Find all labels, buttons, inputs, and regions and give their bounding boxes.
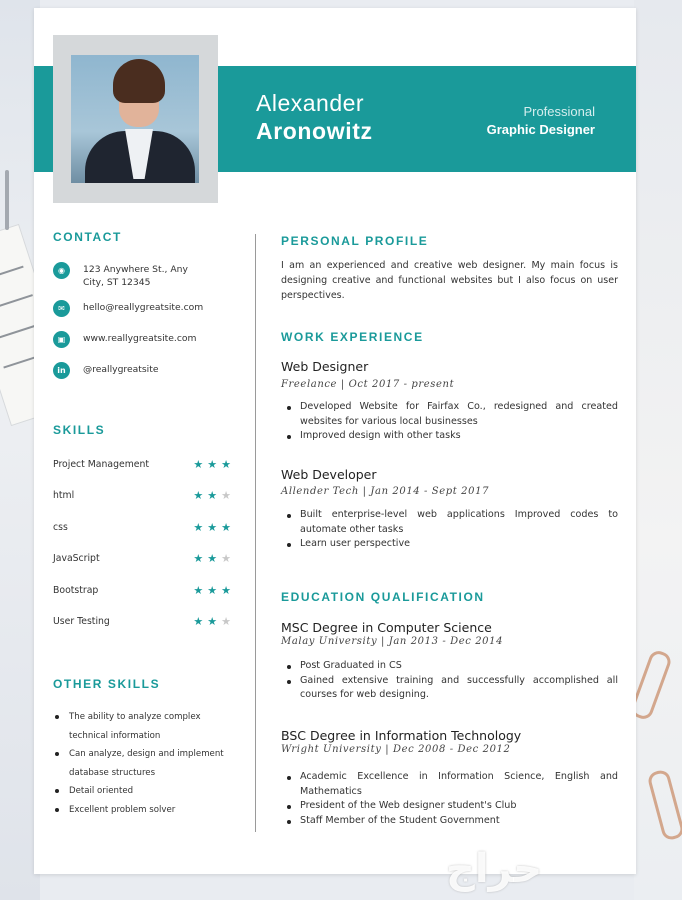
skill-row — [53, 585, 231, 596]
profile-photo-frame — [53, 35, 218, 203]
linkedin-icon: in — [53, 362, 70, 379]
degree-bullets — [281, 770, 618, 828]
other-skills-heading: OTHER SKILLS — [53, 677, 161, 691]
contact-website — [53, 331, 196, 348]
star-icon: ★ — [193, 489, 204, 502]
skill-rating — [193, 459, 231, 470]
skill-rating — [193, 490, 231, 501]
job-meta: Allender Tech | Jan 2014 - Sept 2017 — [281, 486, 490, 497]
other-skill-item: Can analyze, design and implement — [53, 745, 233, 764]
profile-text: I am an experienced and creative web designer. My main focus is designing creative and functional websites but I also focus on user perspectives. — [281, 260, 618, 301]
skill-row — [53, 522, 231, 533]
address-line2: City, ST 12345 — [83, 277, 151, 288]
degree-meta: Malay University | Jan 2013 - Dec 2014 — [281, 636, 504, 647]
star-icon: ★ — [221, 552, 231, 565]
contact-linkedin — [53, 362, 158, 379]
linkedin-text[interactable]: @reallygreatsite — [83, 364, 159, 375]
degree-bullets — [281, 659, 618, 703]
other-skill-item-cont: database structures — [69, 767, 156, 778]
degree-title: MSC Degree in Computer Science — [281, 620, 492, 635]
skill-row — [53, 490, 231, 501]
skill-rating — [193, 553, 231, 564]
star-icon: ★ — [193, 615, 204, 628]
education-heading: EDUCATION QUALIFICATION — [281, 590, 485, 604]
skill-rating — [193, 522, 231, 533]
job-meta: Freelance | Oct 2017 - present — [281, 379, 455, 390]
other-skill-item: Detail oriented — [53, 782, 233, 801]
location-icon: ◉ — [53, 262, 70, 279]
job-title: Web Designer — [281, 359, 369, 374]
skill-name: User Testing — [53, 616, 110, 627]
skill-row — [53, 459, 231, 470]
first-name: Alexander — [256, 90, 365, 116]
scrollbar-thumb[interactable] — [5, 170, 9, 230]
background-right — [634, 0, 682, 900]
skill-rating — [193, 585, 231, 596]
skill-name: Project Management — [53, 459, 150, 470]
star-icon: ★ — [207, 615, 218, 628]
star-icon: ★ — [193, 458, 204, 471]
email-text[interactable]: hello@reallygreatsite.com — [83, 302, 204, 313]
skill-name: css — [53, 522, 68, 533]
last-name: Aronowitz — [256, 118, 373, 144]
degree-title: BSC Degree in Information Technology — [281, 728, 522, 743]
star-icon: ★ — [221, 489, 231, 502]
contact-heading: CONTACT — [53, 230, 122, 244]
degree-bullet: Academic Excellence in Information Science, English and Mathematics — [281, 770, 618, 799]
profile-photo — [71, 55, 199, 183]
star-icon: ★ — [207, 521, 218, 534]
site-watermark: حراج — [446, 846, 543, 892]
other-skill-item: Excellent problem solver — [53, 801, 233, 820]
star-icon: ★ — [221, 458, 231, 471]
job-title: Web Developer — [281, 467, 377, 482]
degree-bullet: Gained extensive training and successfully accomplished all courses for web designing. — [281, 674, 618, 703]
star-icon: ★ — [221, 615, 231, 628]
degree-bullet: Staff Member of the Student Government — [281, 814, 618, 829]
star-icon: ★ — [207, 552, 218, 565]
contact-email — [53, 300, 203, 317]
degree-bullet: Post Graduated in CS — [281, 659, 618, 674]
star-icon: ★ — [221, 521, 231, 534]
other-skill-item: The ability to analyze complex — [53, 708, 233, 727]
job-bullet: Built enterprise-level web applications Improved codes to automate other tasks — [281, 508, 618, 537]
website-icon: ▣ — [53, 331, 70, 348]
address-line1: 123 Anywhere St., Any — [83, 264, 188, 275]
skill-row — [53, 553, 231, 564]
website-text[interactable]: www.reallygreatsite.com — [83, 333, 197, 344]
skill-name: html — [53, 490, 75, 501]
job-bullets — [281, 508, 618, 552]
star-icon: ★ — [193, 552, 204, 565]
skill-name: JavaScript — [53, 553, 100, 564]
degree-meta: Wright University | Dec 2008 - Dec 2012 — [281, 744, 511, 755]
skills-heading: SKILLS — [53, 423, 106, 437]
star-icon: ★ — [221, 584, 231, 597]
skill-name: Bootstrap — [53, 585, 99, 596]
job-bullet: Improved design with other tasks — [281, 429, 618, 444]
skill-rating — [193, 616, 231, 627]
contact-address — [53, 262, 188, 289]
other-skills-list — [53, 708, 233, 819]
star-icon: ★ — [193, 521, 204, 534]
profile-heading: PERSONAL PROFILE — [281, 234, 429, 248]
job-bullet: Learn user perspective — [281, 537, 618, 552]
skill-row — [53, 616, 231, 627]
work-heading: WORK EXPERIENCE — [281, 330, 424, 344]
resume-page — [34, 8, 636, 874]
star-icon: ★ — [207, 458, 218, 471]
column-divider — [255, 234, 256, 832]
degree-bullet: President of the Web designer student's Club — [281, 799, 618, 814]
title-line1: Professional — [523, 104, 595, 119]
email-icon: ✉ — [53, 300, 70, 317]
star-icon: ★ — [207, 584, 218, 597]
job-bullets — [281, 400, 618, 444]
job-bullet: Developed Website for Fairfax Co., redesigned and created websites for various local businesses — [281, 400, 618, 429]
star-icon: ★ — [193, 584, 204, 597]
star-icon: ★ — [207, 489, 218, 502]
title-line2: Graphic Designer — [486, 122, 595, 137]
other-skill-item-cont: technical information — [69, 730, 161, 741]
